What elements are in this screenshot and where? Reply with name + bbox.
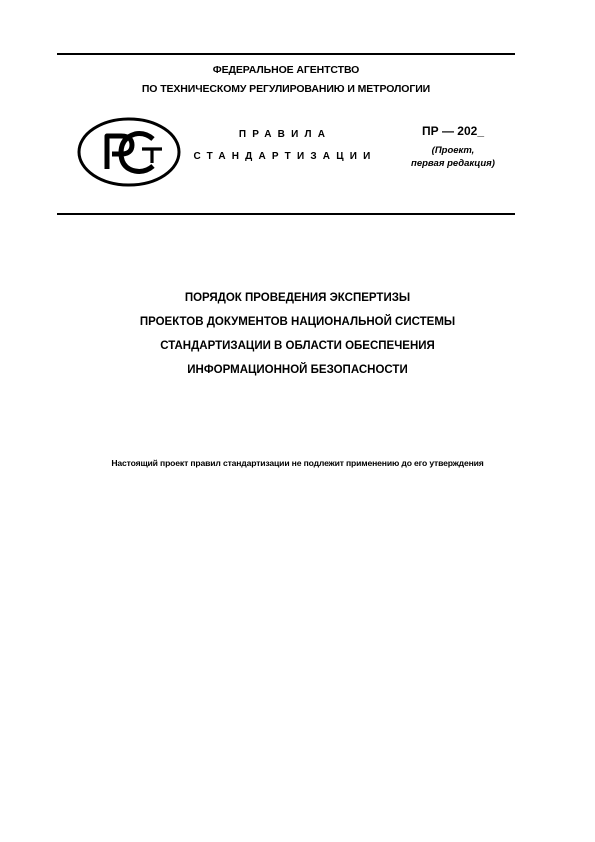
agency-name-line-2: ПО ТЕХНИЧЕСКОМУ РЕГУЛИРОВАНИЮ И МЕТРОЛОГИИ <box>141 83 431 95</box>
document-title-line: ПРОЕКТОВ ДОКУМЕНТОВ НАЦИОНАЛЬНОЙ СИСТЕМЫ <box>139 316 456 328</box>
gost-r-emblem-icon <box>77 117 181 187</box>
draft-notice: Настоящий проект правил стандартизации не подлежит применению до его утверждения <box>111 458 484 468</box>
document-title-line: ПОРЯДОК ПРОВЕДЕНИЯ ЭКСПЕРТИЗЫ <box>184 292 411 304</box>
agency-name-line-1: ФЕДЕРАЛЬНОЕ АГЕНТСТВО <box>212 64 360 76</box>
standartizatsii-heading: СТАНДАРТИЗАЦИИ <box>193 151 377 162</box>
document-title-line: ИНФОРМАЦИОННОЙ БЕЗОПАСНОСТИ <box>187 364 408 376</box>
document-title <box>40 289 555 385</box>
pravila-heading: ПРАВИЛА <box>238 129 332 140</box>
document-number: ПР — 202_ <box>422 124 484 138</box>
draft-note-line-1: (Проект, <box>431 145 475 156</box>
draft-note-line-2: первая редакция) <box>411 158 495 169</box>
header-bottom-rule <box>57 213 515 215</box>
header-top-rule <box>57 53 515 55</box>
document-title-line: СТАНДАРТИЗАЦИИ В ОБЛАСТИ ОБЕСПЕЧЕНИЯ <box>160 340 435 352</box>
